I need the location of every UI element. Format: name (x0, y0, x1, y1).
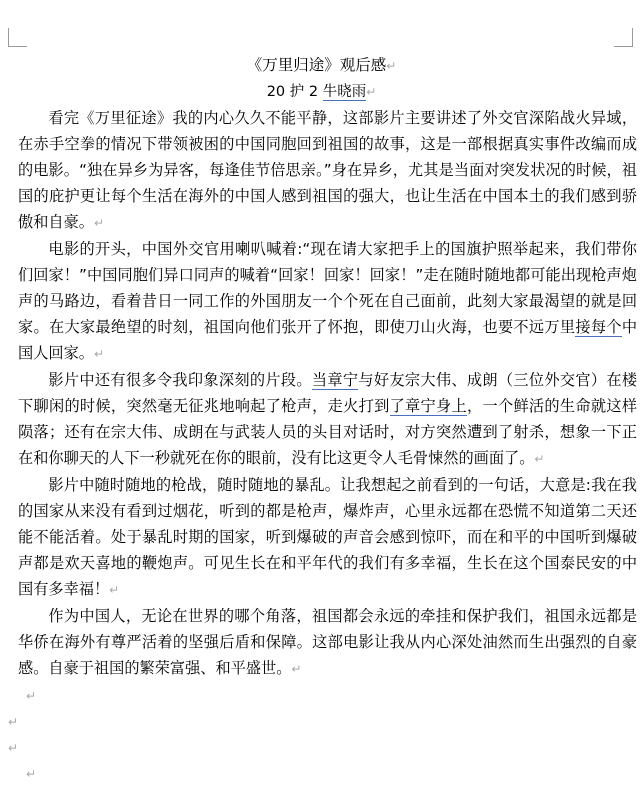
body-paragraph[interactable] (0, 105, 643, 236)
empty-paragraph[interactable] (0, 708, 643, 734)
document-title: 《万里归途》观后感 (246, 56, 387, 74)
paragraph-mark-icon: ↵ (26, 689, 37, 703)
paragraph-mark-icon: ↵ (386, 59, 397, 73)
spellcheck-underlined-text: 当章宁 (311, 371, 359, 389)
document-author-line (0, 79, 643, 105)
empty-paragraph[interactable] (0, 760, 643, 786)
paragraph-list (0, 105, 643, 682)
paragraph-mark-icon: ↵ (109, 583, 120, 597)
paragraph-text-run: 看完《万里征途》我的内心久久不能平静，这部影片主要讲述了外交官深陷战火异域，在赤手空拳的情况下带领被困的中国同胞回到祖国的故事，这是一部根据真实事件改编而成的电影。“独在异乡为异客，每逢佳节倍思亲。”身在异乡，尤其是当面对突发状况的时候，祖国的庇护更让每个生活在海外的中国人感到祖国的强大，也让生活在中国本土的我们感到骄傲和自豪。 (18, 109, 637, 231)
empty-paragraph[interactable] (0, 682, 643, 708)
paragraph-mark-icon: ↵ (26, 767, 37, 781)
paragraph-text-run: 影片中随时随地的枪战，随时随地的暴乱。让我想起之前看到的一句话，大意是:我在我的国家从来没有看到过烟花，听到的都是枪声，爆炸声，心里永远都在恐慌不知道第二天还能不能活着。处于暴乱时期的国家，听到爆破的声音会感到惊吓，而在和平的中国听到爆破声都是欢天喜地的鞭炮声。可见生长在和平年代的我们有多幸福，生长在这个国泰民安的中国有多幸福！ (18, 476, 637, 598)
body-paragraph[interactable] (0, 472, 643, 603)
paragraph-mark-icon: ↵ (93, 216, 104, 230)
body-paragraph[interactable] (0, 236, 643, 367)
paragraph-text-run: 中国人回家。 (18, 318, 638, 362)
author-name: 牛晓雨 (322, 84, 367, 100)
trailing-empty-paragraph-list (0, 682, 643, 786)
empty-paragraph[interactable] (0, 734, 643, 760)
body-paragraph[interactable] (0, 367, 643, 472)
paragraph-mark-icon: ↵ (534, 452, 545, 466)
paragraph-text-run: 电影的开头，中国外交官用喇叭喊着:“现在请大家把手上的国旗护照举起来，我们带你们回家！”中国同胞们异口同声的喊着“回家！回家！回家！”走在随时随地都可能出现枪声炮声的马路边，看着昔日一同工作的外国朋友一个个死在自己面前，此刻大家最渴望的就是回家。在大家最绝望的时刻，祖国向他们张开了怀抱，即使刀山火海，也要不远万里 (18, 240, 637, 336)
spellcheck-underlined-text: 了章宁身上 (389, 397, 467, 415)
paragraph-mark-icon: ↵ (8, 715, 19, 729)
spellcheck-underlined-text: 接每个 (575, 318, 622, 336)
paragraph-text-run: ，一个鲜活的生命就这样陨落；还有在宗大伟、成朗在与武装人员的头目对话时，对方突然遭到了射杀，想象一下正在和你聊天的人下一秒就死在你的眼前，没有比这更令人毛骨悚然的画面了。 (18, 397, 638, 467)
paragraph-mark-icon: ↵ (366, 85, 377, 99)
paragraph-mark-icon: ↵ (291, 662, 302, 676)
paragraph-mark-icon: ↵ (93, 347, 104, 361)
paragraph-text-run: 作为中国人，无论在世界的哪个角落，祖国都会永远的牵挂和保护我们，祖国永远都是华侨在海外有尊严活着的坚强后盾和保障。这部电影让我从内心深处油然而生出强烈的自豪感。自豪于祖国的繁荣富强、和平盛世。 (18, 607, 637, 677)
document-title-line (0, 52, 643, 79)
author-class-label: 20 护 2 (266, 84, 323, 100)
paragraph-text-run: 与好友宗大伟、成朗（三位外交官）在楼下聊闲的时候，突然毫无征兆地响起了枪声，走火打到 (18, 371, 638, 415)
paragraph-text-run: 影片中还有很多令我印象深刻的片段。 (48, 371, 312, 389)
body-paragraph[interactable] (0, 603, 643, 682)
paragraph-mark-icon: ↵ (8, 741, 19, 755)
